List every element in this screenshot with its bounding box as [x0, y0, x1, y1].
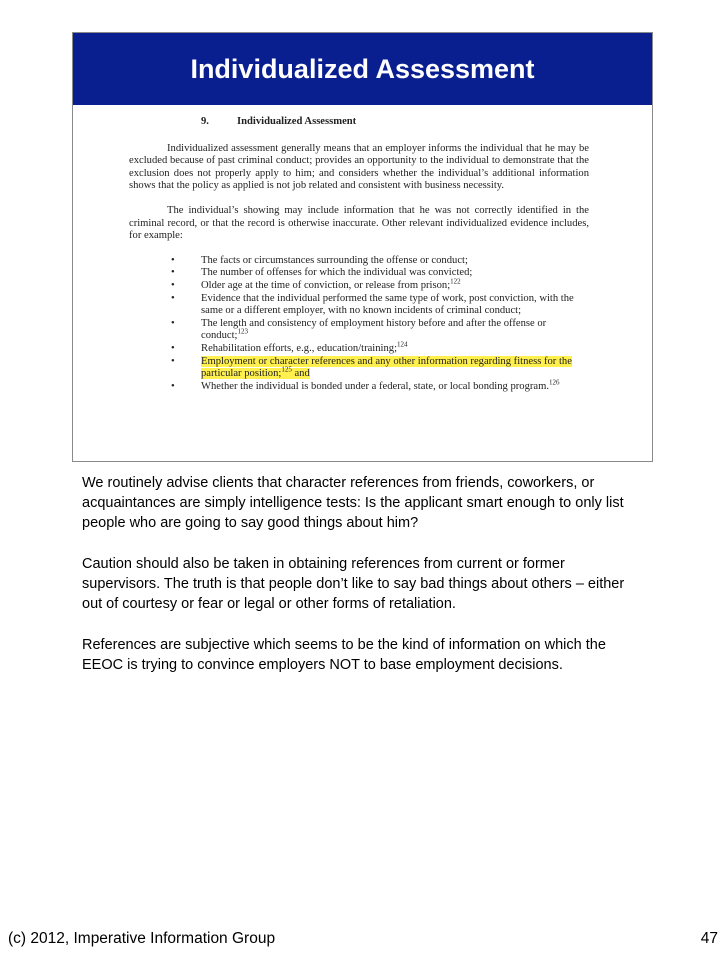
bullet-text: The number of offenses for which the individual was convicted; [201, 267, 473, 279]
note-paragraph: References are subjective which seems to be the kind of information on which the EEOC is trying to convince employers NOT to base employment decisions. [82, 637, 606, 673]
footnote-ref: 122 [450, 277, 461, 286]
bullet-item [129, 356, 589, 381]
footer-copyright: (c) 2012, Imperative Information Group [8, 930, 276, 947]
section-heading [201, 116, 589, 129]
bullet-text: The facts or circumstances surrounding the offense or conduct; [201, 254, 468, 266]
paragraph-1: Individualized assessment generally means that an employer informs the individual that he may be excluded because of past criminal conduct; provides an opportunity to the individual to demonstrate that the exclusion does not properly apply to him; and considers whether the individual’s additional information shows that the policy as applied is not job related and consistent with business necessity. [129, 142, 589, 192]
bullet-icon: • [171, 292, 175, 304]
section-number: 9. [201, 116, 209, 127]
section-title: Individualized Assessment [237, 116, 357, 127]
note-paragraph: Caution should also be taken in obtaining references from current or former supervisors. The truth is that people don’t like to say bad things about others – either out of courtesy or fear or legal or other forms of retaliation. [82, 556, 625, 612]
bullet-item [129, 340, 589, 356]
bullet-text: Rehabilitation efforts, e.g., education/training;$^{124}$ [201, 340, 408, 354]
bullet-icon: • [171, 254, 175, 266]
bullet-text: Employment or character references and any other information regarding fitness for the particular position;$^{125}$ and [201, 355, 572, 380]
slide-image [72, 32, 653, 462]
footnote-ref: 125 [281, 365, 292, 374]
bullet-text: Older age at the time of conviction, or release from prison;$^{122}$ [201, 277, 461, 291]
bullet-text: Evidence that the individual performed the same type of work, post conviction, with the same or a different employer, with no known incidents of criminal conduct; [201, 292, 574, 317]
footnote-ref: 126 [549, 378, 560, 387]
bullet-text: The length and consistency of employment history before and after the offense or conduct;$^{123}$ [201, 317, 547, 342]
speaker-notes [82, 473, 642, 696]
slide-title: Individualized Assessment [73, 33, 652, 105]
page-number: 47 [700, 930, 718, 947]
document-excerpt [129, 116, 589, 393]
bullet-icon: • [171, 355, 175, 367]
bullet-item [129, 277, 589, 293]
bullet-icon: • [171, 279, 175, 291]
bullet-item [129, 293, 589, 318]
bullet-text: Whether the individual is bonded under a federal, state, or local bonding program.$^{126}$ [201, 378, 560, 392]
bullet-item [129, 378, 589, 394]
bullet-item [129, 318, 589, 343]
evidence-bullet-list [129, 255, 589, 394]
bullet-icon: • [171, 342, 175, 354]
bullet-icon: • [171, 267, 175, 279]
footnote-ref: 124 [397, 340, 408, 349]
footnote-ref: 123 [237, 327, 248, 336]
bullet-icon: • [171, 317, 175, 329]
paragraph-2: The individual’s showing may include information that he was not correctly identified in the criminal record, or that the record is otherwise inaccurate. Other relevant individualized evidence includes, for example: [129, 204, 589, 242]
bullet-item [129, 267, 589, 280]
note-paragraph: We routinely advise clients that character references from friends, coworkers, or acquaintances are simply intelligence tests: Is the applicant smart enough to only list people who are going to say good things about him? [82, 475, 624, 531]
bullet-item [129, 255, 589, 268]
bullet-icon: • [171, 380, 175, 392]
